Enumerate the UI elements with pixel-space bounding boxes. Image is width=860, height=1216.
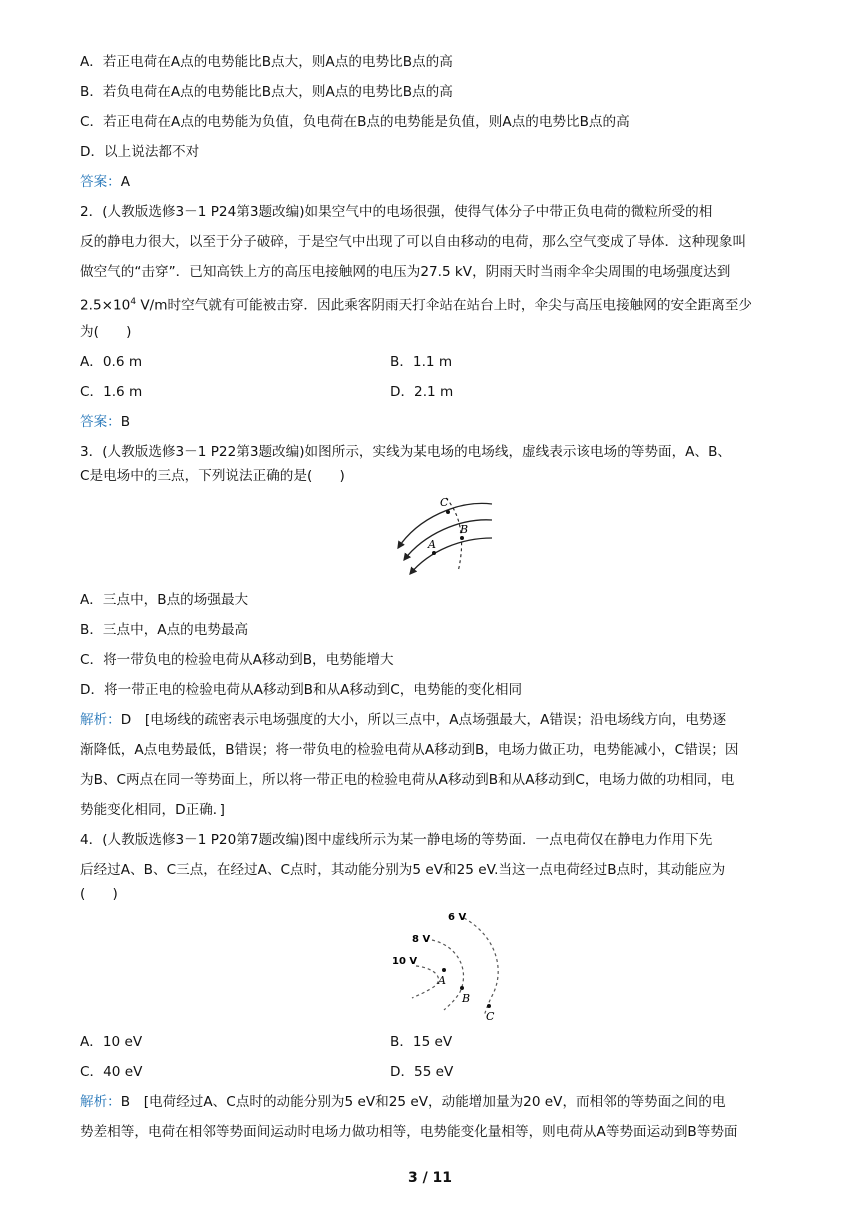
- label-8v: 8 V: [412, 934, 431, 945]
- field-line: [398, 503, 492, 548]
- label-a: A: [438, 974, 446, 987]
- q4-analysis-line-1: 解析：B [电荷经过A、C点时的动能分别为5 eV和25 eV，动能增加量为20 eV，而相邻的等势面之间的电: [80, 1094, 726, 1110]
- q3-analysis-line-1: 解析：D [电场线的疏密表示电场强度的大小，所以三点中，A点场强最大，A错误；沿电场线方向，电势逐: [80, 712, 727, 728]
- q4-text-line-3: ( ): [80, 886, 118, 902]
- equipotential-8v: [432, 940, 464, 1010]
- q2-text-line-1: 2．(人教版选修3－1 P24第3题改编)如果空气中的电场很强，使得气体分子中带正负电荷的微粒所受的相: [80, 204, 713, 220]
- q3-option-b: B．三点中，A点的电势最高: [80, 622, 249, 638]
- q3-option-d: D．将一带正电的检验电荷从A移动到B和从A移动到C，电势能的变化相同: [80, 682, 523, 698]
- answer-label: 答案：: [80, 174, 121, 190]
- q2-option-d: D．2.1 m: [390, 384, 454, 400]
- analysis-label: 解析：: [80, 712, 121, 728]
- field-line: [410, 538, 492, 574]
- equipotential-surfaces-figure: [388, 910, 508, 1022]
- answer-label: 答案：: [80, 414, 121, 430]
- equipotential-10v: [412, 966, 439, 998]
- q3-text-line-2: C是电场中的三点，下列说法正确的是( ): [80, 468, 345, 484]
- q2-answer: [80, 412, 130, 432]
- q4-option-b: B．15 eV: [390, 1034, 453, 1050]
- label-a: A: [428, 538, 436, 551]
- point-a: [442, 968, 446, 972]
- q1-answer: [80, 172, 130, 192]
- q2-text-line-4: $2.5\times 10^4$ V/m时空气就有可能被击穿．因此乘客阴雨天打伞站在站台上时，伞尖与高压电接触网的安全距离至少: [80, 297, 753, 314]
- electric-field-lines-figure: [388, 490, 498, 580]
- label-c: C: [440, 496, 449, 509]
- q1-option-a: A．若正电荷在A点的电势能比B点大，则A点的电势比B点的高: [80, 54, 453, 70]
- field-line: [404, 520, 492, 560]
- page-number: 3 / 11: [407, 1170, 453, 1186]
- label-b: B: [462, 992, 471, 1005]
- q3-analysis-line-2: 渐降低，A点电势最低，B错误；将一带负电的检验电荷从A移动到B，电场力做正功，电势能减小，C错误；因: [80, 742, 739, 758]
- label-10v: 10 V: [392, 956, 418, 967]
- label-b: B: [460, 523, 469, 536]
- point-b: [460, 986, 464, 990]
- answer-value: B: [120, 414, 131, 430]
- q4-option-a: A．10 eV: [80, 1034, 143, 1050]
- q2-option-c: C．1.6 m: [80, 384, 143, 400]
- q2-text-line-2: 反的静电力很大，以至于分子破碎，于是空气中出现了可以自由移动的电荷，那么空气变成了导体．这种现象叫: [80, 234, 747, 250]
- q4-analysis-line-2: 势差相等，电荷在相邻等势面间运动时电场力做功相等，电势能变化量相等，则电荷从A等势面运动到B等势面: [80, 1124, 738, 1140]
- q3-text-line-1: 3．(人教版选修3－1 P22第3题改编)如图所示，实线为某电场的电场线，虚线表示该电场的等势面，A、B、: [80, 444, 731, 460]
- point-c: [487, 1004, 491, 1008]
- q4-option-c: C．40 eV: [80, 1064, 143, 1080]
- q2-option-a: A．0.6 m: [80, 354, 143, 370]
- q3-option-c: C．将一带负电的检验电荷从A移动到B，电势能增大: [80, 652, 394, 668]
- q3-analysis-line-3: 为B、C两点在同一等势面上，所以将一带正电的检验电荷从A移动到B和从A移动到C，电场力做的功相同，电: [80, 772, 735, 788]
- q1-option-b: B．若负电荷在A点的电势能比B点大，则A点的电势比B点的高: [80, 84, 453, 100]
- label-6v: 6 V: [448, 912, 467, 923]
- point-b: [460, 536, 464, 540]
- q1-option-d: D．以上说法都不对: [80, 144, 200, 160]
- q1-option-c: C．若正电荷在A点的电势能为负值，负电荷在B点的电势能是负值，则A点的电势比B点的高: [80, 114, 630, 130]
- answer-value: A: [120, 174, 131, 190]
- q2-option-b: B．1.1 m: [390, 354, 453, 370]
- q4-option-d: D．55 eV: [390, 1064, 454, 1080]
- q4-text-line-2: 后经过A、B、C三点，在经过A、C点时，其动能分别为5 eV和25 eV.当这一点电荷经过B点时，其动能应为: [80, 862, 726, 878]
- analysis-label: 解析：: [80, 1094, 121, 1110]
- point-c: [446, 510, 450, 514]
- label-c: C: [486, 1010, 495, 1022]
- q2-text-line-3: 做空气的“击穿”．已知高铁上方的高压电接触网的电压为27.5 kV，阴雨天时当雨伞伞尖周围的电场强度达到: [80, 264, 731, 280]
- point-a: [432, 551, 436, 555]
- q4-text-line-1: 4．(人教版选修3－1 P20第7题改编)图中虚线所示为某一静电场的等势面．一点电荷仅在静电力作用下先: [80, 832, 713, 848]
- q3-analysis-line-4: 势能变化相同，D正确．]: [80, 802, 225, 818]
- q2-text-line-5: 为( ): [80, 324, 132, 340]
- q3-option-a: A．三点中，B点的场强最大: [80, 592, 249, 608]
